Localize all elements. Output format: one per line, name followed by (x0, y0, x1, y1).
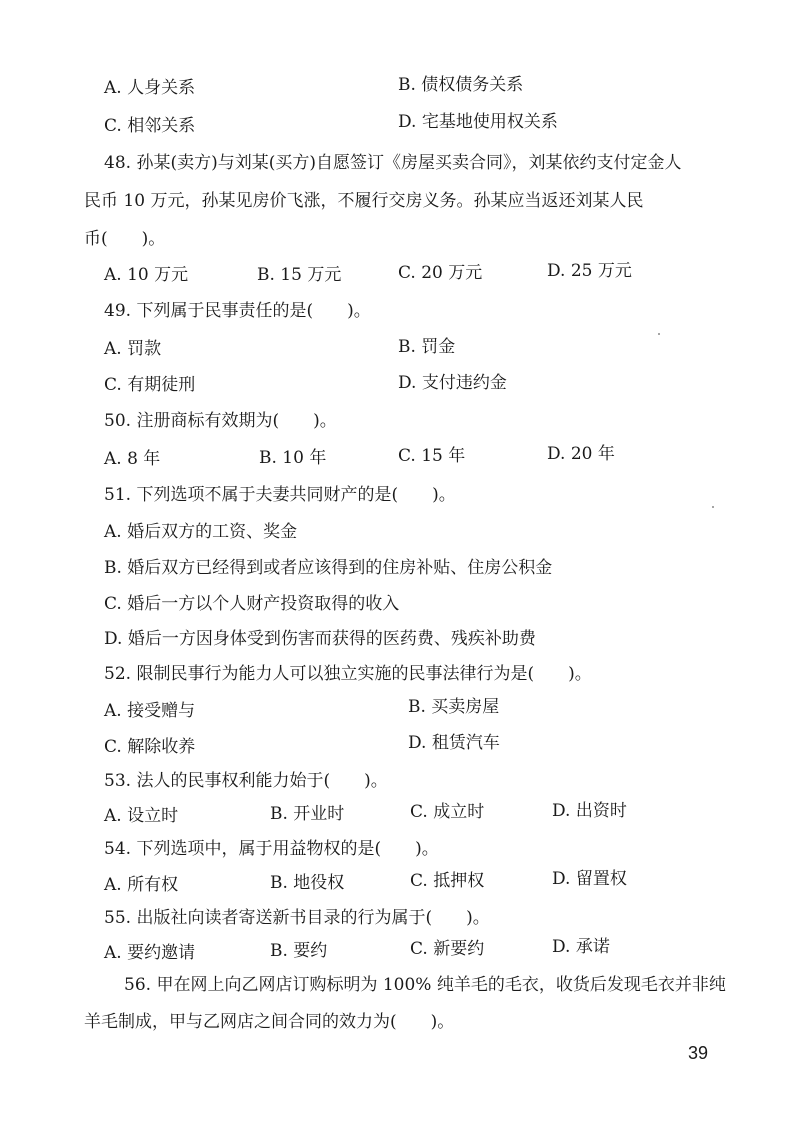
q50-option-a: A. 8 年 (104, 449, 161, 469)
q55-option-b: B. 要约 (270, 941, 328, 961)
q55-option-c: C. 新要约 (410, 939, 485, 959)
q54-stem: 54. 下列选项中，属于用益物权的是( )。 (104, 839, 439, 859)
q51-option-d: D. 婚后一方因身体受到伤害而获得的医药费、残疾补助费 (104, 629, 536, 649)
q49-option-b: B. 罚金 (398, 337, 456, 357)
q55-option-d: D. 承诺 (552, 937, 610, 957)
q49-option-a: A. 罚款 (104, 339, 162, 359)
q55-option-a: A. 要约邀请 (104, 943, 196, 963)
q51-stem: 51. 下列选项不属于夫妻共同财产的是( )。 (104, 485, 456, 505)
q53-option-b: B. 开业时 (270, 804, 345, 824)
q47-option-c: C. 相邻关系 (104, 116, 196, 136)
q56-stem-line1: 56. 甲在网上向乙网店订购标明为 100% 纯羊毛的毛衣，收货后发现毛衣并非纯 (124, 975, 726, 995)
q53-option-a: A. 设立时 (104, 806, 179, 826)
q54-option-d: D. 留置权 (552, 869, 627, 889)
q49-option-d: D. 支付违约金 (398, 373, 507, 393)
q48-stem-line2: 民币 10 万元，孙某见房价飞涨，不履行交房义务。孙某应当返还刘某人民 (84, 191, 644, 211)
q55-stem: 55. 出版社向读者寄送新书目录的行为属于( )。 (104, 908, 490, 928)
q50-stem: 50. 注册商标有效期为( )。 (104, 411, 337, 431)
q52-option-b: B. 买卖房屋 (408, 697, 500, 717)
q51-option-a: A. 婚后双方的工资、奖金 (104, 522, 298, 542)
q53-stem: 53. 法人的民事权利能力始于( )。 (104, 771, 388, 791)
q47-option-a: A. 人身关系 (104, 78, 196, 98)
q53-option-d: D. 出资时 (552, 801, 627, 821)
q53-option-c: C. 成立时 (410, 802, 485, 822)
q48-stem-line3: 币( )。 (84, 229, 166, 249)
q54-option-c: C. 抵押权 (410, 871, 485, 891)
scan-speck (712, 506, 714, 508)
q51-option-c: C. 婚后一方以个人财产投资取得的收入 (104, 594, 400, 614)
q48-stem-line1: 48. 孙某(卖方)与刘某(买方)自愿签订《房屋买卖合同》，刘某依约支付定金人 (104, 153, 682, 173)
q50-option-b: B. 10 年 (259, 448, 327, 468)
scan-speck (658, 333, 660, 335)
q51-option-b: B. 婚后双方已经得到或者应该得到的住房补贴、住房公积金 (104, 558, 553, 578)
q49-option-c: C. 有期徒刑 (104, 375, 196, 395)
q50-option-d: D. 20 年 (547, 444, 615, 464)
q48-option-b: B. 15 万元 (257, 265, 342, 285)
q54-option-a: A. 所有权 (104, 875, 179, 895)
q47-option-d: D. 宅基地使用权关系 (398, 112, 558, 132)
q52-option-d: D. 租赁汽车 (408, 733, 500, 753)
q56-stem-line2: 羊毛制成，甲与乙网店之间合同的效力为( )。 (84, 1012, 455, 1032)
q47-option-b: B. 债权债务关系 (398, 75, 524, 95)
q54-option-b: B. 地役权 (270, 873, 345, 893)
q52-option-a: A. 接受赠与 (104, 701, 196, 721)
q48-option-a: A. 10 万元 (104, 265, 189, 285)
q50-option-c: C. 15 年 (398, 446, 466, 466)
q48-option-d: D. 25 万元 (547, 261, 632, 281)
page-number: 39 (687, 1043, 708, 1063)
q52-option-c: C. 解除收养 (104, 737, 196, 757)
q48-option-c: C. 20 万元 (398, 263, 483, 283)
q49-stem: 49. 下列属于民事责任的是( )。 (104, 301, 371, 321)
q52-stem: 52. 限制民事行为能力人可以独立实施的民事法律行为是( )。 (104, 664, 592, 684)
